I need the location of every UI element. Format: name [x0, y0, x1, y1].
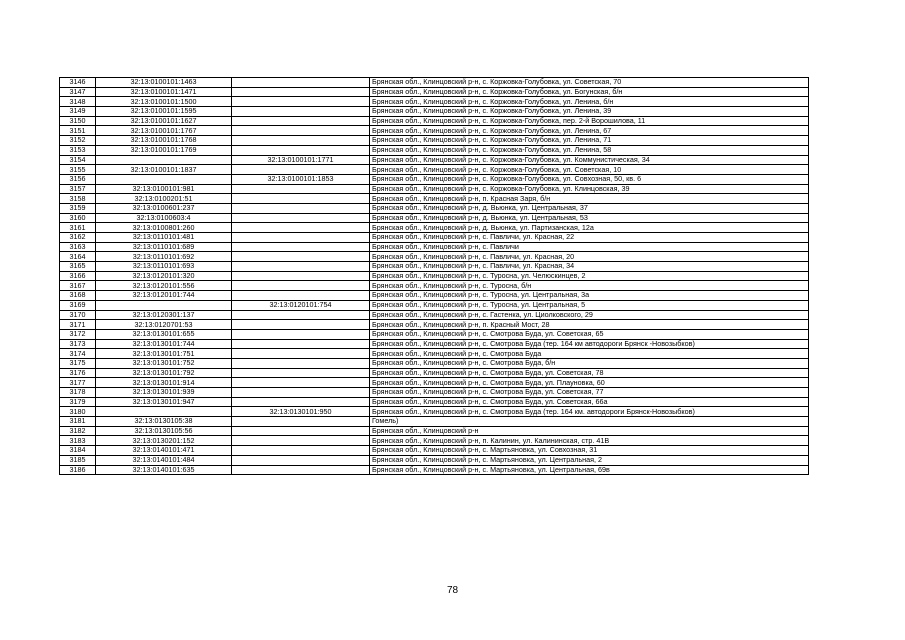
- address-cell: Брянская обл., Клинцовский р-н, д. Вьюнка, ул. Центральная, 53: [370, 213, 809, 223]
- address-cell: Брянская обл., Клинцовский р-н, с. Павличи, ул. Красная, 34: [370, 262, 809, 272]
- table-row: [60, 436, 809, 446]
- cadastral-number-cell: 32:13:0110101:689: [96, 242, 232, 252]
- row-number-cell: 3183: [60, 436, 96, 446]
- table-row: [60, 262, 809, 272]
- address-cell: Брянская обл., Клинцовский р-н, с. Коржовка-Голубовка, ул. Ленина, 71: [370, 136, 809, 146]
- table-row: [60, 223, 809, 233]
- table-row: [60, 300, 809, 310]
- cadastral-number-cell: 32:13:0130105:56: [96, 426, 232, 436]
- address-cell: Брянская обл., Клинцовский р-н, с. Коржовка-Голубовка, ул. Коммунистическая, 34: [370, 155, 809, 165]
- cadastral-number-secondary-cell: [232, 116, 370, 126]
- cadastral-number-cell: 32:13:0140101:635: [96, 465, 232, 475]
- address-cell: Брянская обл., Клинцовский р-н, п. Красный Мост, 28: [370, 320, 809, 330]
- table-row: [60, 339, 809, 349]
- cadastral-number-secondary-cell: [232, 291, 370, 301]
- table-row: [60, 426, 809, 436]
- cadastral-number-secondary-cell: [232, 203, 370, 213]
- table-row: [60, 242, 809, 252]
- address-cell: Брянская обл., Клинцовский р-н, с. Коржовка-Голубовка, пер. 2-й Ворошилова, 11: [370, 116, 809, 126]
- address-cell: Брянская обл., Клинцовский р-н, с. Туросна, ул. Челюскинцев, 2: [370, 271, 809, 281]
- cadastral-number-secondary-cell: [232, 358, 370, 368]
- cadastral-number-secondary-cell: [232, 145, 370, 155]
- row-number-cell: 3167: [60, 281, 96, 291]
- row-number-cell: 3171: [60, 320, 96, 330]
- row-number-cell: 3174: [60, 349, 96, 359]
- table-row: [60, 349, 809, 359]
- cadastral-number-cell: [96, 407, 232, 417]
- cadastral-number-cell: 32:13:0120101:320: [96, 271, 232, 281]
- address-cell: Брянская обл., Клинцовский р-н, с. Мартьяновка, ул. Центральная, 69в: [370, 465, 809, 475]
- cadastral-number-cell: 32:13:0130101:914: [96, 378, 232, 388]
- table-row: [60, 87, 809, 97]
- cadastral-number-cell: 32:13:0100101:1769: [96, 145, 232, 155]
- address-cell: Брянская обл., Клинцовский р-н, с. Туросна, ул. Центральная, 3а: [370, 291, 809, 301]
- row-number-cell: 3157: [60, 184, 96, 194]
- table-row: [60, 320, 809, 330]
- cadastral-number-cell: 32:13:0100101:1837: [96, 165, 232, 175]
- cadastral-number-cell: 32:13:0100101:1767: [96, 126, 232, 136]
- table-row: [60, 252, 809, 262]
- cadastral-number-cell: 32:13:0120701:53: [96, 320, 232, 330]
- row-number-cell: 3153: [60, 145, 96, 155]
- registry-table-body: [60, 78, 809, 475]
- address-cell: Брянская обл., Клинцовский р-н, д. Вьюнка, ул. Партизанская, 12а: [370, 223, 809, 233]
- table-row: [60, 145, 809, 155]
- table-row: [60, 136, 809, 146]
- cadastral-number-cell: 32:13:0130101:752: [96, 358, 232, 368]
- address-cell: Брянская обл., Клинцовский р-н, с. Коржовка-Голубовка, ул. Советская, 70: [370, 78, 809, 88]
- row-number-cell: 3168: [60, 291, 96, 301]
- cadastral-number-secondary-cell: [232, 87, 370, 97]
- cadastral-number-secondary-cell: [232, 233, 370, 243]
- table-row: [60, 213, 809, 223]
- cadastral-number-secondary-cell: 32:13:0130101:950: [232, 407, 370, 417]
- table-row: [60, 291, 809, 301]
- address-cell: Брянская обл., Клинцовский р-н, с. Коржовка-Голубовка, ул. Богунская, б/н: [370, 87, 809, 97]
- row-number-cell: 3181: [60, 417, 96, 427]
- address-cell: Брянская обл., Клинцовский р-н, с. Смотрова Буда, ул. Плауновка, 60: [370, 378, 809, 388]
- table-row: [60, 78, 809, 88]
- address-cell: Брянская обл., Клинцовский р-н, с. Павличи, ул. Красная, 22: [370, 233, 809, 243]
- cadastral-number-secondary-cell: [232, 349, 370, 359]
- cadastral-number-secondary-cell: [232, 194, 370, 204]
- cadastral-number-cell: 32:13:0110101:693: [96, 262, 232, 272]
- table-row: [60, 281, 809, 291]
- table-row: [60, 174, 809, 184]
- address-cell: Брянская обл., Клинцовский р-н, с. Коржовка-Голубовка, ул. Ленина, б/н: [370, 97, 809, 107]
- row-number-cell: 3185: [60, 455, 96, 465]
- table-row: [60, 378, 809, 388]
- address-cell: Брянская обл., Клинцовский р-н, с. Смотрова Буда (тер. 164 км. автодороги Брянск-Новозыбков): [370, 407, 809, 417]
- cadastral-number-secondary-cell: 32:13:0100101:1771: [232, 155, 370, 165]
- address-cell: Брянская обл., Клинцовский р-н, с. Смотрова Буда, ул. Советская, 65: [370, 329, 809, 339]
- address-cell: Гомель): [370, 417, 809, 427]
- table-row: [60, 446, 809, 456]
- row-number-cell: 3172: [60, 329, 96, 339]
- table-row: [60, 97, 809, 107]
- row-number-cell: 3173: [60, 339, 96, 349]
- row-number-cell: 3176: [60, 368, 96, 378]
- table-row: [60, 465, 809, 475]
- cadastral-number-secondary-cell: [232, 165, 370, 175]
- table-row: [60, 358, 809, 368]
- row-number-cell: 3162: [60, 233, 96, 243]
- cadastral-number-cell: 32:13:0140101:471: [96, 446, 232, 456]
- cadastral-number-secondary-cell: [232, 329, 370, 339]
- cadastral-number-secondary-cell: [232, 465, 370, 475]
- address-cell: Брянская обл., Клинцовский р-н, с. Гастенка, ул. Циолковского, 29: [370, 310, 809, 320]
- cadastral-number-cell: 32:13:0130101:744: [96, 339, 232, 349]
- address-cell: Брянская обл., Клинцовский р-н, с. Смотрова Буда, ул. Советская, 78: [370, 368, 809, 378]
- cadastral-number-secondary-cell: [232, 271, 370, 281]
- cadastral-number-cell: 32:13:0120101:556: [96, 281, 232, 291]
- address-cell: Брянская обл., Клинцовский р-н, с. Смотрова Буда, б/н: [370, 358, 809, 368]
- cadastral-number-cell: 32:13:0110101:481: [96, 233, 232, 243]
- cadastral-number-cell: 32:13:0100101:981: [96, 184, 232, 194]
- cadastral-number-secondary-cell: 32:13:0100101:1853: [232, 174, 370, 184]
- row-number-cell: 3159: [60, 203, 96, 213]
- cadastral-number-cell: 32:13:0120101:744: [96, 291, 232, 301]
- cadastral-number-secondary-cell: [232, 426, 370, 436]
- table-row: [60, 165, 809, 175]
- address-cell: Брянская обл., Клинцовский р-н, с. Смотрова Буда: [370, 349, 809, 359]
- cadastral-number-secondary-cell: [232, 97, 370, 107]
- cadastral-number-cell: 32:13:0100101:1471: [96, 87, 232, 97]
- cadastral-number-cell: 32:13:0130101:792: [96, 368, 232, 378]
- table-row: [60, 155, 809, 165]
- cadastral-number-secondary-cell: [232, 281, 370, 291]
- row-number-cell: 3163: [60, 242, 96, 252]
- address-cell: Брянская обл., Клинцовский р-н: [370, 426, 809, 436]
- table-row: [60, 407, 809, 417]
- address-cell: Брянская обл., Клинцовский р-н, с. Павличи: [370, 242, 809, 252]
- address-cell: Брянская обл., Клинцовский р-н, с. Коржовка-Голубовка, ул. Советская, 10: [370, 165, 809, 175]
- row-number-cell: 3178: [60, 388, 96, 398]
- cadastral-number-secondary-cell: [232, 223, 370, 233]
- cadastral-number-secondary-cell: [232, 320, 370, 330]
- row-number-cell: 3164: [60, 252, 96, 262]
- cadastral-number-cell: 32:13:0100101:1463: [96, 78, 232, 88]
- address-cell: Брянская обл., Клинцовский р-н, с. Смотрова Буда (тер. 164 км автодороги Брянск -Новозыбков): [370, 339, 809, 349]
- table-row: [60, 184, 809, 194]
- table-row: [60, 329, 809, 339]
- cadastral-number-cell: 32:13:0100201:51: [96, 194, 232, 204]
- cadastral-number-secondary-cell: 32:13:0120101:754: [232, 300, 370, 310]
- cadastral-number-cell: 32:13:0100101:1627: [96, 116, 232, 126]
- table-row: [60, 310, 809, 320]
- cadastral-number-secondary-cell: [232, 368, 370, 378]
- row-number-cell: 3158: [60, 194, 96, 204]
- property-registry-table: [59, 77, 809, 475]
- table-row: [60, 417, 809, 427]
- cadastral-number-cell: 32:13:0110101:692: [96, 252, 232, 262]
- cadastral-number-cell: 32:13:0130101:939: [96, 388, 232, 398]
- address-cell: Брянская обл., Клинцовский р-н, с. Туросна, б/н: [370, 281, 809, 291]
- row-number-cell: 3156: [60, 174, 96, 184]
- cadastral-number-secondary-cell: [232, 436, 370, 446]
- row-number-cell: 3148: [60, 97, 96, 107]
- address-cell: Брянская обл., Клинцовский р-н, с. Коржовка-Голубовка, ул. Ленина, 58: [370, 145, 809, 155]
- cadastral-number-secondary-cell: [232, 213, 370, 223]
- cadastral-number-secondary-cell: [232, 242, 370, 252]
- page-number: 78: [446, 585, 459, 596]
- cadastral-number-secondary-cell: [232, 378, 370, 388]
- row-number-cell: 3182: [60, 426, 96, 436]
- cadastral-number-secondary-cell: [232, 136, 370, 146]
- cadastral-number-secondary-cell: [232, 78, 370, 88]
- row-number-cell: 3154: [60, 155, 96, 165]
- row-number-cell: 3179: [60, 397, 96, 407]
- cadastral-number-cell: [96, 155, 232, 165]
- cadastral-number-cell: 32:13:0100101:1500: [96, 97, 232, 107]
- address-cell: Брянская обл., Клинцовский р-н, п. Калинин, ул. Калининская, стр. 41В: [370, 436, 809, 446]
- address-cell: Брянская обл., Клинцовский р-н, с. Коржовка-Голубовка, ул. Ленина, 39: [370, 107, 809, 117]
- table-row: [60, 107, 809, 117]
- row-number-cell: 3160: [60, 213, 96, 223]
- table-row: [60, 388, 809, 398]
- address-cell: Брянская обл., Клинцовский р-н, с. Туросна, ул. Центральная, 5: [370, 300, 809, 310]
- cadastral-number-cell: 32:13:0130105:38: [96, 417, 232, 427]
- address-cell: Брянская обл., Клинцовский р-н, с. Смотрова Буда, ул. Советская, 66а: [370, 397, 809, 407]
- row-number-cell: 3177: [60, 378, 96, 388]
- table-row: [60, 271, 809, 281]
- row-number-cell: 3175: [60, 358, 96, 368]
- cadastral-number-secondary-cell: [232, 397, 370, 407]
- cadastral-number-cell: 32:13:0100801:260: [96, 223, 232, 233]
- cadastral-number-secondary-cell: [232, 388, 370, 398]
- row-number-cell: 3151: [60, 126, 96, 136]
- row-number-cell: 3180: [60, 407, 96, 417]
- cadastral-number-secondary-cell: [232, 446, 370, 456]
- table-row: [60, 455, 809, 465]
- address-cell: Брянская обл., Клинцовский р-н, п. Красная Заря, б/н: [370, 194, 809, 204]
- address-cell: Брянская обл., Клинцовский р-н, д. Вьюнка, ул. Центральная, 37: [370, 203, 809, 213]
- cadastral-number-cell: [96, 174, 232, 184]
- cadastral-number-secondary-cell: [232, 310, 370, 320]
- cadastral-number-cell: 32:13:0120301:137: [96, 310, 232, 320]
- cadastral-number-secondary-cell: [232, 339, 370, 349]
- cadastral-number-cell: 32:13:0130101:947: [96, 397, 232, 407]
- address-cell: Брянская обл., Клинцовский р-н, с. Коржовка-Голубовка, ул. Клинцовская, 39: [370, 184, 809, 194]
- table-row: [60, 368, 809, 378]
- table-row: [60, 116, 809, 126]
- cadastral-number-cell: 32:13:0100603:4: [96, 213, 232, 223]
- row-number-cell: 3165: [60, 262, 96, 272]
- address-cell: Брянская обл., Клинцовский р-н, с. Коржовка-Голубовка, ул. Ленина, 67: [370, 126, 809, 136]
- row-number-cell: 3147: [60, 87, 96, 97]
- table-row: [60, 126, 809, 136]
- row-number-cell: 3150: [60, 116, 96, 126]
- table-row: [60, 397, 809, 407]
- row-number-cell: 3161: [60, 223, 96, 233]
- cadastral-number-secondary-cell: [232, 252, 370, 262]
- cadastral-number-cell: 32:13:0130201:152: [96, 436, 232, 446]
- address-cell: Брянская обл., Клинцовский р-н, с. Смотрова Буда, ул. Советская, 77: [370, 388, 809, 398]
- row-number-cell: 3152: [60, 136, 96, 146]
- row-number-cell: 3186: [60, 465, 96, 475]
- cadastral-number-cell: [96, 300, 232, 310]
- address-cell: Брянская обл., Клинцовский р-н, с. Павличи, ул. Красная, 20: [370, 252, 809, 262]
- cadastral-number-cell: 32:13:0130101:751: [96, 349, 232, 359]
- cadastral-number-secondary-cell: [232, 417, 370, 427]
- cadastral-number-cell: 32:13:0100101:1768: [96, 136, 232, 146]
- address-cell: Брянская обл., Клинцовский р-н, с. Коржовка-Голубовка, ул. Совхозная, 50, кв. 6: [370, 174, 809, 184]
- cadastral-number-secondary-cell: [232, 262, 370, 272]
- row-number-cell: 3146: [60, 78, 96, 88]
- row-number-cell: 3170: [60, 310, 96, 320]
- cadastral-number-secondary-cell: [232, 184, 370, 194]
- table-row: [60, 194, 809, 204]
- cadastral-number-cell: 32:13:0130101:655: [96, 329, 232, 339]
- cadastral-number-cell: 32:13:0100601:237: [96, 203, 232, 213]
- cadastral-number-cell: 32:13:0140101:484: [96, 455, 232, 465]
- address-cell: Брянская обл., Клинцовский р-н, с. Мартьяновка, ул. Центральная, 2: [370, 455, 809, 465]
- row-number-cell: 3155: [60, 165, 96, 175]
- cadastral-number-secondary-cell: [232, 126, 370, 136]
- row-number-cell: 3166: [60, 271, 96, 281]
- cadastral-number-cell: 32:13:0100101:1595: [96, 107, 232, 117]
- row-number-cell: 3169: [60, 300, 96, 310]
- address-cell: Брянская обл., Клинцовский р-н, с. Мартьяновка, ул. Совхозная, 31: [370, 446, 809, 456]
- cadastral-number-secondary-cell: [232, 107, 370, 117]
- table-row: [60, 203, 809, 213]
- table-row: [60, 233, 809, 243]
- row-number-cell: 3149: [60, 107, 96, 117]
- row-number-cell: 3184: [60, 446, 96, 456]
- cadastral-number-secondary-cell: [232, 455, 370, 465]
